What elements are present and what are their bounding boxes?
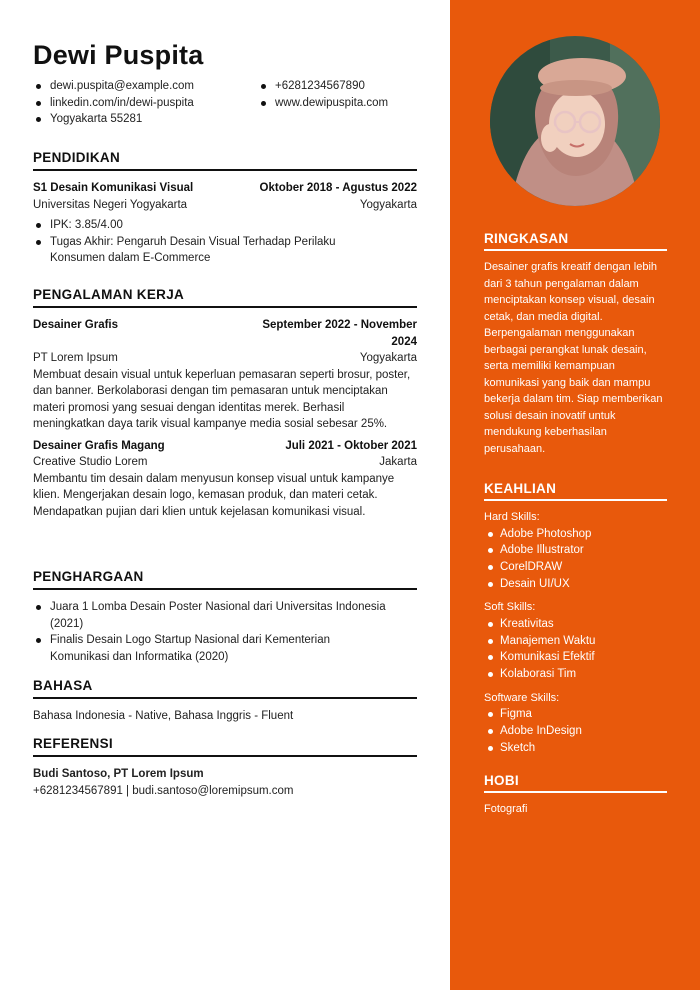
summary-text: Desainer grafis kreatif dengan lebih dari 3 tahun pengalaman dalam menciptakan konsep visual, desain cetak, dan media digital. Berpengalaman menggunakan berbagai perangkat lunak desain, serta memiliki kemampuan komunikasi yang baik dan mampu bekerja dalam tim. Siap memberikan solusi desain inovatif untuk mendukung keberhasilan perusahaan. (484, 261, 663, 455)
school: Universitas Negeri Yogyakarta (33, 198, 188, 211)
hobbies-section (484, 773, 667, 818)
list-item: IPK: 3.85/4.00 (33, 217, 417, 234)
references-title: REFERENSI (33, 736, 417, 757)
list-item: Desain UI/UX (484, 576, 667, 593)
list-item: Figma (484, 706, 667, 723)
soft-skills-list (484, 616, 667, 683)
education-city: Yogyakarta (359, 198, 417, 211)
reference-name: Budi Santoso, PT Lorem Ipsum (33, 768, 204, 780)
education-title: PENDIDIKAN (33, 150, 417, 171)
list-item: Juara 1 Lomba Desain Poster Nasional dari Universitas Indonesia (2021) (33, 599, 417, 632)
list-item: Komunikasi Efektif (484, 649, 667, 666)
references-section (33, 736, 417, 799)
list-item: Kolaborasi Tim (484, 666, 667, 683)
email[interactable]: dewi.puspita@example.com (33, 78, 194, 95)
soft-skills-label: Soft Skills: (484, 601, 536, 614)
list-item: CorelDRAW (484, 559, 667, 576)
languages-text: Bahasa Indonesia - Native, Bahasa Inggris - Fluent (33, 710, 294, 722)
website[interactable]: www.dewipuspita.com (258, 95, 388, 112)
reference-contact: +6281234567891 | budi.santoso@loremipsum.com (33, 784, 294, 797)
job-role: Desainer Grafis (33, 319, 119, 331)
awards-title: PENGHARGAAN (33, 569, 417, 590)
experience-section (33, 287, 417, 520)
software-skills-list (484, 706, 667, 756)
job-description: Membantu tim desain dalam menyusun konsep visual untuk kampanye klien. Mengerjakan desain logo, kemasan produk, dan materi cetak. Mendapatkan pujian dari klien untuk kejelasan komunikasi visual. (33, 472, 395, 518)
list-item: Adobe Illustrator (484, 542, 667, 559)
profile-photo-illustration (490, 36, 660, 206)
education-dates: Oktober 2018 - Agustus 2022 (259, 182, 417, 194)
phone[interactable]: +6281234567890 (258, 78, 388, 95)
list-item: Finalis Desain Logo Startup Nasional dari Kementerian Komunikasi dan Informatika (2020) (33, 632, 417, 665)
profile-photo (490, 36, 660, 206)
hard-skills-label: Hard Skills: (484, 511, 540, 523)
hobbies-title: HOBI (484, 773, 667, 793)
linkedin[interactable]: linkedin.com/in/dewi-puspita (33, 95, 194, 112)
list-item: Tugas Akhir: Pengaruh Desain Visual Terhadap Perilaku Konsumen dalam E-Commerce (33, 234, 417, 267)
location: Yogyakarta 55281 (33, 111, 194, 128)
awards-section (33, 569, 417, 665)
job-company: PT Lorem Ipsum (33, 352, 118, 364)
job-city: Jakarta (379, 456, 417, 468)
summary-section (484, 231, 667, 457)
job-city: Yogyakarta (359, 352, 417, 364)
list-item: Sketch (484, 740, 667, 757)
education-section (33, 150, 417, 267)
degree: S1 Desain Komunikasi Visual (33, 182, 194, 194)
software-skills-label: Software Skills: (484, 691, 560, 704)
job-dates: Juli 2021 - Oktober 2021 (285, 439, 417, 452)
list-item: Adobe Photoshop (484, 526, 667, 543)
skills-title: KEAHLIAN (484, 481, 667, 501)
list-item: Kreativitas (484, 616, 667, 633)
awards-list (33, 599, 417, 665)
education-bullets (33, 217, 417, 267)
job-description: Membuat desain visual untuk keperluan pemasaran seperti brosur, poster, dan banner. Berkolaborasi dengan tim pemasaran untuk menciptakan materi promosi yang sesuai dengan identitas merek. Berhasil meningkatkan daya tarik visual kampanye media sosial sebesar 25%. (33, 368, 411, 430)
hobbies-text: Fotografi (484, 803, 528, 815)
job-dates: September 2022 - November 2024 (262, 319, 417, 348)
job-role: Desainer Grafis Magang (33, 439, 165, 452)
contact-list-left (33, 78, 194, 128)
experience-title: PENGALAMAN KERJA (33, 287, 417, 308)
skills-section (484, 481, 667, 756)
candidate-name: Dewi Puspita (33, 40, 204, 70)
languages-section (33, 678, 417, 725)
job-company: Creative Studio Lorem (33, 456, 148, 468)
contact-list-right (258, 78, 388, 111)
summary-title: RINGKASAN (484, 231, 667, 251)
hard-skills-list (484, 526, 667, 593)
list-item: Adobe InDesign (484, 723, 667, 740)
languages-title: BAHASA (33, 678, 417, 699)
list-item: Manajemen Waktu (484, 633, 667, 650)
